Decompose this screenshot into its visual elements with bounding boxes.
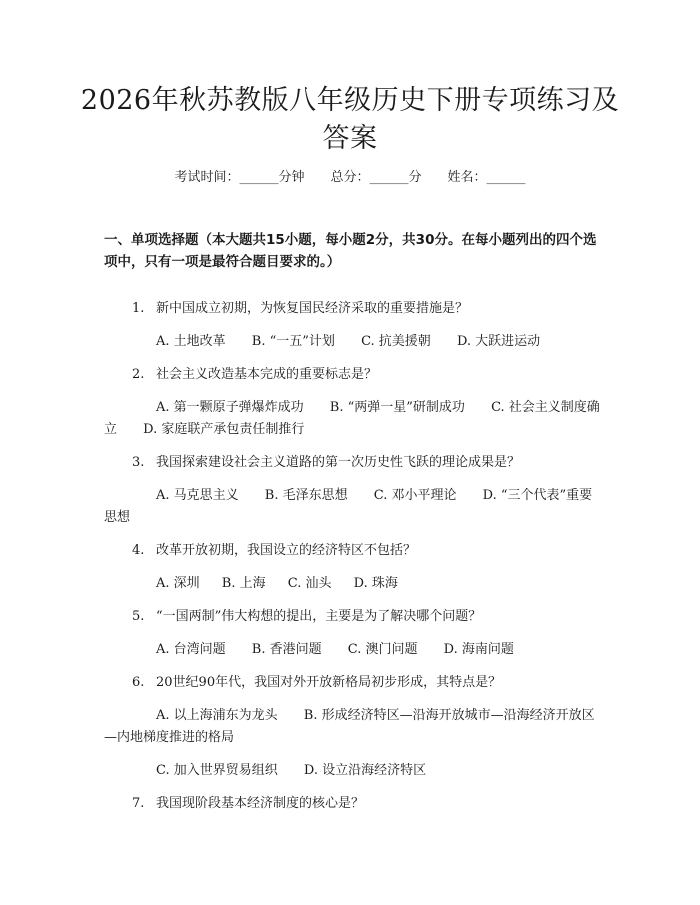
question-5	[104, 606, 600, 628]
option-c: C. 社会主义制度确立	[104, 400, 600, 437]
total-score-field: 总分：______分	[330, 170, 422, 185]
question-4	[104, 540, 600, 562]
question-text: 社会主义改造基本完成的重要标志是？	[156, 367, 378, 382]
option-a: A. 土地改革	[156, 334, 226, 349]
question-text: 新中国成立初期，为恢复国民经济采取的重要措施是？	[156, 301, 469, 316]
option-b: B. 上海	[221, 576, 266, 591]
option-d: D. 珠海	[353, 576, 398, 591]
option-c: C. 抗美援朝	[361, 334, 431, 349]
question-7	[104, 793, 600, 815]
option-c: C. 邓小平理论	[373, 488, 457, 503]
question-text: 改革开放初期，我国设立的经济特区不包括？	[156, 543, 417, 558]
question-number: 7.	[132, 796, 145, 811]
exam-time-field: 考试时间：______分钟	[174, 170, 305, 185]
option-d: D. 大跃进运动	[456, 334, 541, 349]
question-text: 20世纪90年代，我国对外开放新格局初步形成，其特点是？	[156, 675, 502, 690]
question-3	[104, 452, 600, 474]
question-5-options	[104, 639, 600, 661]
question-number: 3.	[132, 455, 145, 470]
option-b: B. 形成经济特区—沿海开放城市—沿海经济开放区—内地梯度推进的格局	[104, 708, 595, 745]
option-c: C. 汕头	[287, 576, 332, 591]
option-a: A. 深圳	[156, 576, 200, 591]
option-b: B. 香港问题	[251, 642, 322, 657]
option-a: A. 台湾问题	[156, 642, 226, 657]
question-text: 我国现阶段基本经济制度的核心是？	[156, 796, 365, 811]
option-c: C. 加入世界贸易组织	[156, 763, 278, 778]
question-2	[104, 364, 600, 386]
question-1	[104, 298, 600, 320]
option-a: A. 以上海浦东为龙头	[156, 708, 278, 723]
question-text: 我国探索建设社会主义道路的第一次历史性飞跃的理论成果是？	[156, 455, 521, 470]
question-2-options	[104, 397, 600, 441]
option-b: B. “两弹一星”研制成功	[329, 400, 465, 415]
option-a: A. 马克思主义	[156, 488, 239, 503]
question-number: 5.	[132, 609, 145, 624]
option-d: D. 海南问题	[443, 642, 514, 657]
question-4-options	[104, 573, 600, 595]
question-3-options	[104, 485, 600, 529]
option-c: C. 澳门问题	[347, 642, 418, 657]
option-a: A. 第一颗原子弹爆炸成功	[156, 400, 304, 415]
question-list	[104, 298, 600, 815]
exam-meta	[0, 168, 700, 188]
question-6-options-row1	[104, 705, 600, 749]
page-title: 2026年秋苏教版八年级历史下册专项练习及答案	[80, 85, 620, 154]
option-b: B. 毛泽东思想	[264, 488, 348, 503]
option-b: B. “一五”计划	[251, 334, 335, 349]
option-d: D. 家庭联产承包责任制推行	[143, 422, 305, 437]
option-d: D. “三个代表”重要思想	[104, 488, 593, 525]
section-heading: 一、单项选择题（本大题共15小题，每小题2分，共30分。在每小题列出的四个选项中，只有一项是最符合题目要求的。）	[104, 232, 597, 270]
question-number: 6.	[132, 675, 145, 690]
question-text: “一国两制”伟大构想的提出，主要是为了解决哪个问题？	[156, 609, 482, 624]
question-number: 4.	[132, 543, 145, 558]
question-6	[104, 672, 600, 694]
question-number: 1.	[132, 301, 145, 316]
option-d: D. 设立沿海经济特区	[303, 763, 427, 778]
question-number: 2.	[132, 367, 145, 382]
student-name-field: 姓名：______	[447, 170, 526, 185]
question-1-options	[104, 331, 600, 353]
question-6-options-row2	[104, 760, 600, 782]
